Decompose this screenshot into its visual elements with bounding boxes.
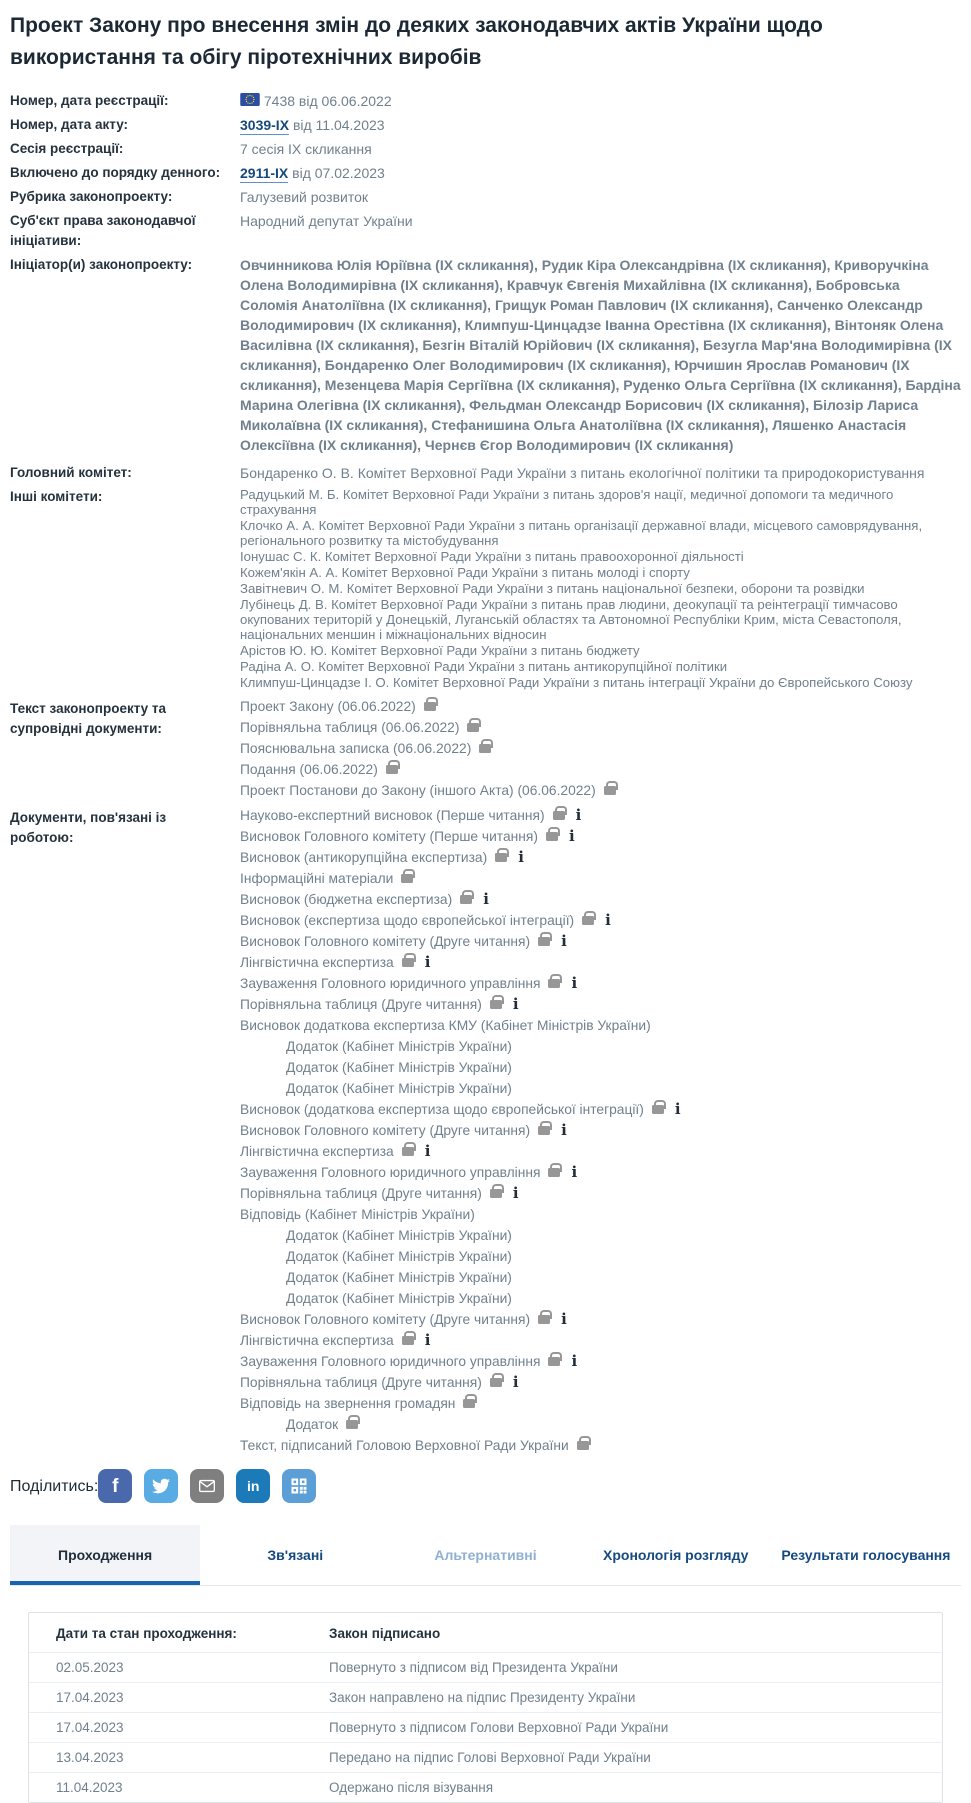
table-row <box>29 1652 942 1682</box>
document-title: Додаток <box>286 1417 339 1432</box>
lock-icon <box>577 1441 589 1450</box>
tab-label: Результати голосування <box>781 1547 951 1563</box>
lock-icon <box>424 702 436 711</box>
row-date: 17.04.2023 <box>56 1720 124 1735</box>
row-date: 02.05.2023 <box>56 1660 124 1675</box>
info-icon[interactable]: i <box>518 848 524 866</box>
lock-icon <box>460 895 472 904</box>
info-icon[interactable]: i <box>561 1121 567 1139</box>
committee-item: Арістов Ю. Ю. Комітет Верховної Ради України з питань бюджету <box>240 643 640 658</box>
tab-label: Хронологія розгляду <box>603 1547 749 1563</box>
document-link[interactable] <box>240 1291 961 1306</box>
info-icon[interactable]: i <box>424 1142 431 1160</box>
document-title: Висновок (антикорупційна експертиза) <box>240 850 488 865</box>
document-title: Додаток (Кабінет Міністрів України) <box>286 1249 512 1264</box>
field-session <box>10 139 961 159</box>
main-committee-label: Головний комітет: <box>10 465 132 480</box>
document-title: Додаток (Кабінет Міністрів України) <box>286 1039 512 1054</box>
document-title: Зауваження Головного юридичного управління <box>240 1354 541 1369</box>
document-link[interactable] <box>240 762 961 777</box>
document-link[interactable] <box>240 1438 961 1453</box>
document-link[interactable] <box>240 913 961 928</box>
info-icon[interactable]: i <box>424 1331 431 1349</box>
tab[interactable] <box>390 1525 580 1585</box>
agenda-number-link[interactable]: 2911-IX <box>240 165 289 181</box>
lock-icon <box>467 723 479 732</box>
field-initiators <box>10 255 961 455</box>
document-title: Проект Постанови до Закону (іншого Акта) (06.06.2022) <box>240 783 596 798</box>
tab-bar <box>10 1525 961 1586</box>
committee-item: Радіна А. О. Комітет Верховної Ради України з питань антикорупційної політики <box>240 659 728 674</box>
document-link[interactable] <box>240 892 961 907</box>
document-link[interactable] <box>240 997 961 1012</box>
passage-table <box>28 1612 943 1803</box>
subject-label: Суб'єкт права законодавчої ініціативи: <box>10 213 196 248</box>
field-rubric <box>10 187 961 207</box>
info-icon[interactable]: i <box>605 911 611 929</box>
tab-label: Проходження <box>58 1547 153 1563</box>
document-link[interactable] <box>240 1333 961 1348</box>
lock-icon <box>490 1189 502 1198</box>
lock-icon <box>538 1315 550 1324</box>
row-status: Повернуто з підписом Голови Верховної Ради України <box>329 1720 669 1735</box>
email-share-button[interactable] <box>190 1469 224 1503</box>
share-buttons <box>98 1469 316 1503</box>
column-header-status: Закон підписано <box>329 1626 441 1641</box>
share-label: Поділитись: <box>10 1478 99 1495</box>
tab[interactable] <box>10 1525 200 1585</box>
document-link[interactable] <box>240 1144 961 1159</box>
documents-label: Текст законопроекту та супровідні документи: <box>10 701 167 736</box>
agenda-label: Включено до порядку денного: <box>10 165 221 180</box>
tab[interactable] <box>771 1525 961 1585</box>
row-status: Повернуто з підписом від Президента України <box>329 1660 618 1675</box>
document-link[interactable] <box>240 829 961 844</box>
document-link[interactable] <box>240 1060 961 1075</box>
lock-icon <box>402 1147 414 1156</box>
document-title: Висновок Головного комітету (Друге читання) <box>240 1123 531 1138</box>
document-title: Висновок (експертиза щодо європейської інтеграції) <box>240 913 575 928</box>
lock-icon <box>582 916 594 925</box>
act-label: Номер, дата акту: <box>10 117 129 132</box>
info-icon[interactable]: i <box>571 1163 578 1181</box>
row-date: 17.04.2023 <box>56 1690 124 1705</box>
page-title: Проект Закону про внесення змін до деяких законодавчих актів України щодо використання та обігу піротехнічних виробів <box>10 14 823 69</box>
document-link[interactable] <box>240 850 961 865</box>
document-title: Висновок (бюджетна експертиза) <box>240 892 453 907</box>
document-link[interactable] <box>240 1375 961 1390</box>
twitter-icon <box>152 1477 170 1495</box>
field-subject <box>10 211 961 251</box>
table-row <box>29 1712 942 1742</box>
tab[interactable] <box>581 1525 771 1585</box>
info-icon[interactable]: i <box>483 890 489 908</box>
document-link[interactable] <box>240 955 961 970</box>
info-icon[interactable]: i <box>512 1184 519 1202</box>
lock-icon <box>490 1000 502 1009</box>
linkedin-icon: in <box>247 1478 260 1494</box>
info-icon[interactable]: i <box>561 1310 567 1328</box>
lock-icon <box>548 1357 560 1366</box>
document-link[interactable] <box>240 808 961 823</box>
document-link[interactable] <box>240 1417 961 1432</box>
row-status: Передано на підпис Голові Верховної Ради України <box>329 1750 651 1765</box>
document-link[interactable] <box>240 741 961 756</box>
info-icon[interactable]: i <box>512 1373 519 1391</box>
lock-icon <box>538 1126 550 1135</box>
passage-table-header <box>29 1613 942 1652</box>
column-header-dates: Дати та стан проходження: <box>56 1626 237 1641</box>
lock-icon <box>495 853 507 862</box>
info-icon[interactable]: i <box>674 1100 681 1118</box>
tab[interactable] <box>200 1525 390 1585</box>
initiators-value: Овчинникова Юлія Юріївна (ІХ скликання), Рудик Кіра Олександрівна (ІХ скликання), Криворучкіна Олена Володимирівна (ІХ скликання), Кравчук Євгенія Михайлівна (ІХ скликання), Бобровська Соломія Анатоліївна (ІХ скликання), Грищук Роман Павлович (ІХ скликання), Санченко Олександр Володимирович (ІХ скликання), Климпуш-Цинцадзе Іванна Орестівна (ІХ скликання), Вінтоняк Олена Василівна (ІХ скликання), Безгін Віталій Юрійович (ІХ скликання), Безугла Мар'яна Володимирівна (ІХ скликання), Бондаренко Олег Володимирович (ІХ скликання), Юрчишин Ярослав Романович (ІХ скликання), Мезенцева Марія Сергіївна (ІХ скликання), Руденко Ольга Сергіївна (ІХ скликання), Бардіна Марина Олегівна (ІХ скликання), Фельдман Олександр Борисович (ІХ скликання), Білозір Лариса Миколаївна (ІХ скликання), Стефанишина Ольга Анатоліївна (ІХ скликання), Ляшенко Анастасія Олексіївна (ІХ скликання), Чернєв Єгор Володимирович (ІХ скликання) <box>240 257 961 453</box>
subject-value: Народний депутат України <box>240 213 413 229</box>
document-title: Порівняльна таблиця (06.06.2022) <box>240 720 460 735</box>
field-agenda <box>10 163 961 183</box>
supporting-docs-list <box>240 699 961 804</box>
table-row <box>29 1742 942 1772</box>
row-status: Закон направлено на підпис Президенту України <box>329 1690 636 1705</box>
lock-icon <box>463 1399 475 1408</box>
document-title: Відповідь на звернення громадян <box>240 1396 456 1411</box>
document-link[interactable] <box>240 1312 961 1327</box>
document-title: Подання (06.06.2022) <box>240 762 378 777</box>
document-title: Додаток (Кабінет Міністрів України) <box>286 1081 512 1096</box>
other-committees-label: Інші комітети: <box>10 489 103 504</box>
document-link[interactable] <box>240 783 961 798</box>
info-icon[interactable]: i <box>424 953 431 971</box>
related-documents-label: Документи, пов'язані із роботою: <box>10 810 167 845</box>
committee-item: Клочко А. А. Комітет Верховної Ради України з питань організації державної влади, місцевого самоврядування, регіонального розвитку та містобудування <box>240 518 923 548</box>
facebook-share-button[interactable] <box>98 1469 132 1503</box>
field-act <box>10 115 961 135</box>
main-committee-value: Бондаренко О. В. Комітет Верховної Ради України з питань екологічної політики та природокористування <box>240 465 925 481</box>
committee-item: Радуцький М. Б. Комітет Верховної Ради України з питань здоров'я нації, медичної допомоги та медичного страхування <box>240 487 894 517</box>
document-link[interactable] <box>240 1354 961 1369</box>
document-link[interactable] <box>240 1249 961 1264</box>
document-link[interactable] <box>240 934 961 949</box>
document-link[interactable] <box>240 1081 961 1096</box>
field-related-documents <box>10 808 961 1459</box>
rubric-label: Рубрика законопроекту: <box>10 189 173 204</box>
qr-code-icon <box>289 1476 309 1496</box>
info-icon[interactable]: i <box>561 932 567 950</box>
committee-item: Климпуш-Цинцадзе І. О. Комітет Верховної Ради України з питань інтеграції України до Європейського Союзу <box>240 675 913 690</box>
info-icon[interactable]: i <box>571 1352 578 1370</box>
document-link[interactable] <box>240 1186 961 1201</box>
lock-icon <box>386 765 398 774</box>
document-title: Проект Закону (06.06.2022) <box>240 699 416 714</box>
lock-icon <box>546 832 558 841</box>
email-icon <box>197 1476 217 1496</box>
table-row <box>29 1772 942 1802</box>
twitter-share-button[interactable] <box>144 1469 178 1503</box>
committee-item: Іонушас С. К. Комітет Верховної Ради України з питань правоохоронної діяльності <box>240 549 744 564</box>
committee-item: Лубінець Д. В. Комітет Верховної Ради України з питань прав людини, деокупації та реінтеграції тимчасово окупованих територій у Донецькій, Луганській областях та Автономної Республіки Крим, міста Севастополя, національних меншин і міжнаціональних відносин <box>240 597 902 642</box>
document-link[interactable] <box>240 1396 961 1411</box>
act-number-link[interactable]: 3039-IX <box>240 117 290 133</box>
registration-label: Номер, дата реєстрації: <box>10 93 169 108</box>
session-label: Сесія реєстрації: <box>10 141 124 156</box>
document-title: Додаток (Кабінет Міністрів України) <box>286 1060 512 1075</box>
document-link[interactable] <box>240 1123 961 1138</box>
facebook-icon: f <box>112 1475 119 1497</box>
lock-icon <box>402 1336 414 1345</box>
document-title: Текст, підписаний Головою Верховної Ради України <box>240 1438 569 1453</box>
document-link[interactable] <box>240 976 961 991</box>
lock-icon <box>402 958 414 967</box>
document-title: Інформаційні матеріали <box>240 871 394 886</box>
document-link[interactable] <box>240 1270 961 1285</box>
document-title: Додаток (Кабінет Міністрів України) <box>286 1270 512 1285</box>
document-title: Порівняльна таблиця (Друге читання) <box>240 997 482 1012</box>
linkedin-share-button[interactable] <box>236 1469 270 1503</box>
document-title: Зауваження Головного юридичного управління <box>240 976 541 991</box>
document-title: Висновок Головного комітету (Друге читання) <box>240 1312 531 1327</box>
document-title: Додаток (Кабінет Міністрів України) <box>286 1228 512 1243</box>
document-title: Висновок Головного комітету (Друге читання) <box>240 934 531 949</box>
session-value: 7 сесія IX скликання <box>240 141 372 157</box>
document-link[interactable] <box>240 1018 961 1033</box>
document-link[interactable] <box>240 1228 961 1243</box>
related-docs-list <box>240 808 961 1459</box>
document-title: Відповідь (Кабінет Міністрів України) <box>240 1207 475 1222</box>
qr-code-button[interactable] <box>282 1469 316 1503</box>
lock-icon <box>538 937 550 946</box>
registration-value: 7438 від 06.06.2022 <box>263 93 392 109</box>
document-title: Лінгвістична експертиза <box>240 955 394 970</box>
row-date: 11.04.2023 <box>56 1780 123 1795</box>
document-title: Порівняльна таблиця (Друге читання) <box>240 1186 482 1201</box>
lock-icon <box>479 744 491 753</box>
field-other-committees <box>10 487 961 691</box>
document-title: Висновок (додаткова експертиза щодо європейської інтеграції) <box>240 1102 644 1117</box>
document-title: Лінгвістична експертиза <box>240 1333 394 1348</box>
info-icon[interactable]: i <box>575 806 582 824</box>
row-date: 13.04.2023 <box>56 1750 124 1765</box>
tab-label: Альтернативні <box>434 1547 537 1563</box>
lock-icon <box>346 1420 358 1429</box>
field-documents <box>10 699 961 804</box>
lock-icon <box>553 811 565 820</box>
row-status: Одержано після візування <box>329 1780 494 1795</box>
info-icon[interactable]: i <box>568 827 575 845</box>
document-link[interactable] <box>240 720 961 735</box>
document-title: Лінгвістична експертиза <box>240 1144 394 1159</box>
document-link[interactable] <box>240 871 961 886</box>
document-title: Науково-експертний висновок (Перше читання) <box>240 808 545 823</box>
lock-icon <box>401 874 413 883</box>
share-section <box>10 1469 961 1503</box>
tab-label: Зв'язані <box>267 1547 324 1563</box>
document-title: Висновок Головного комітету (Перше читання) <box>240 829 538 844</box>
lock-icon <box>490 1378 502 1387</box>
committee-item: Кожем'якін А. А. Комітет Верховної Ради України з питань молоді і спорту <box>240 565 690 580</box>
committee-item: Завітневич О. М. Комітет Верховної Ради України з питань національної безпеки, оборони та розвідки <box>240 581 865 596</box>
lock-icon <box>604 786 616 795</box>
initiators-label: Ініціатор(и) законопроекту: <box>10 257 193 272</box>
document-link[interactable] <box>240 1165 961 1180</box>
lock-icon <box>652 1105 664 1114</box>
document-link[interactable] <box>240 1102 961 1117</box>
document-title: Порівняльна таблиця (Друге читання) <box>240 1375 482 1390</box>
other-committees-list <box>240 487 961 691</box>
document-link[interactable] <box>240 1207 961 1222</box>
document-link[interactable] <box>240 699 961 714</box>
field-registration <box>10 91 961 111</box>
table-row <box>29 1682 942 1712</box>
document-title: Зауваження Головного юридичного управління <box>240 1165 541 1180</box>
passage-table-body <box>29 1652 942 1802</box>
info-icon[interactable]: i <box>571 974 578 992</box>
act-date: від 11.04.2023 <box>292 117 385 133</box>
field-main-committee <box>10 463 961 483</box>
lock-icon <box>548 1168 560 1177</box>
rubric-value: Галузевий розвиток <box>240 189 369 205</box>
document-link[interactable] <box>240 1039 961 1054</box>
document-title: Висновок додаткова експертиза КМУ (Кабінет Міністрів України) <box>240 1018 651 1033</box>
agenda-date: від 07.02.2023 <box>292 165 385 181</box>
document-title: Пояснювальна записка (06.06.2022) <box>240 741 472 756</box>
info-icon[interactable]: i <box>512 995 519 1013</box>
document-title: Додаток (Кабінет Міністрів України) <box>286 1291 512 1306</box>
lock-icon <box>548 979 560 988</box>
eu-flag-icon <box>240 93 260 106</box>
